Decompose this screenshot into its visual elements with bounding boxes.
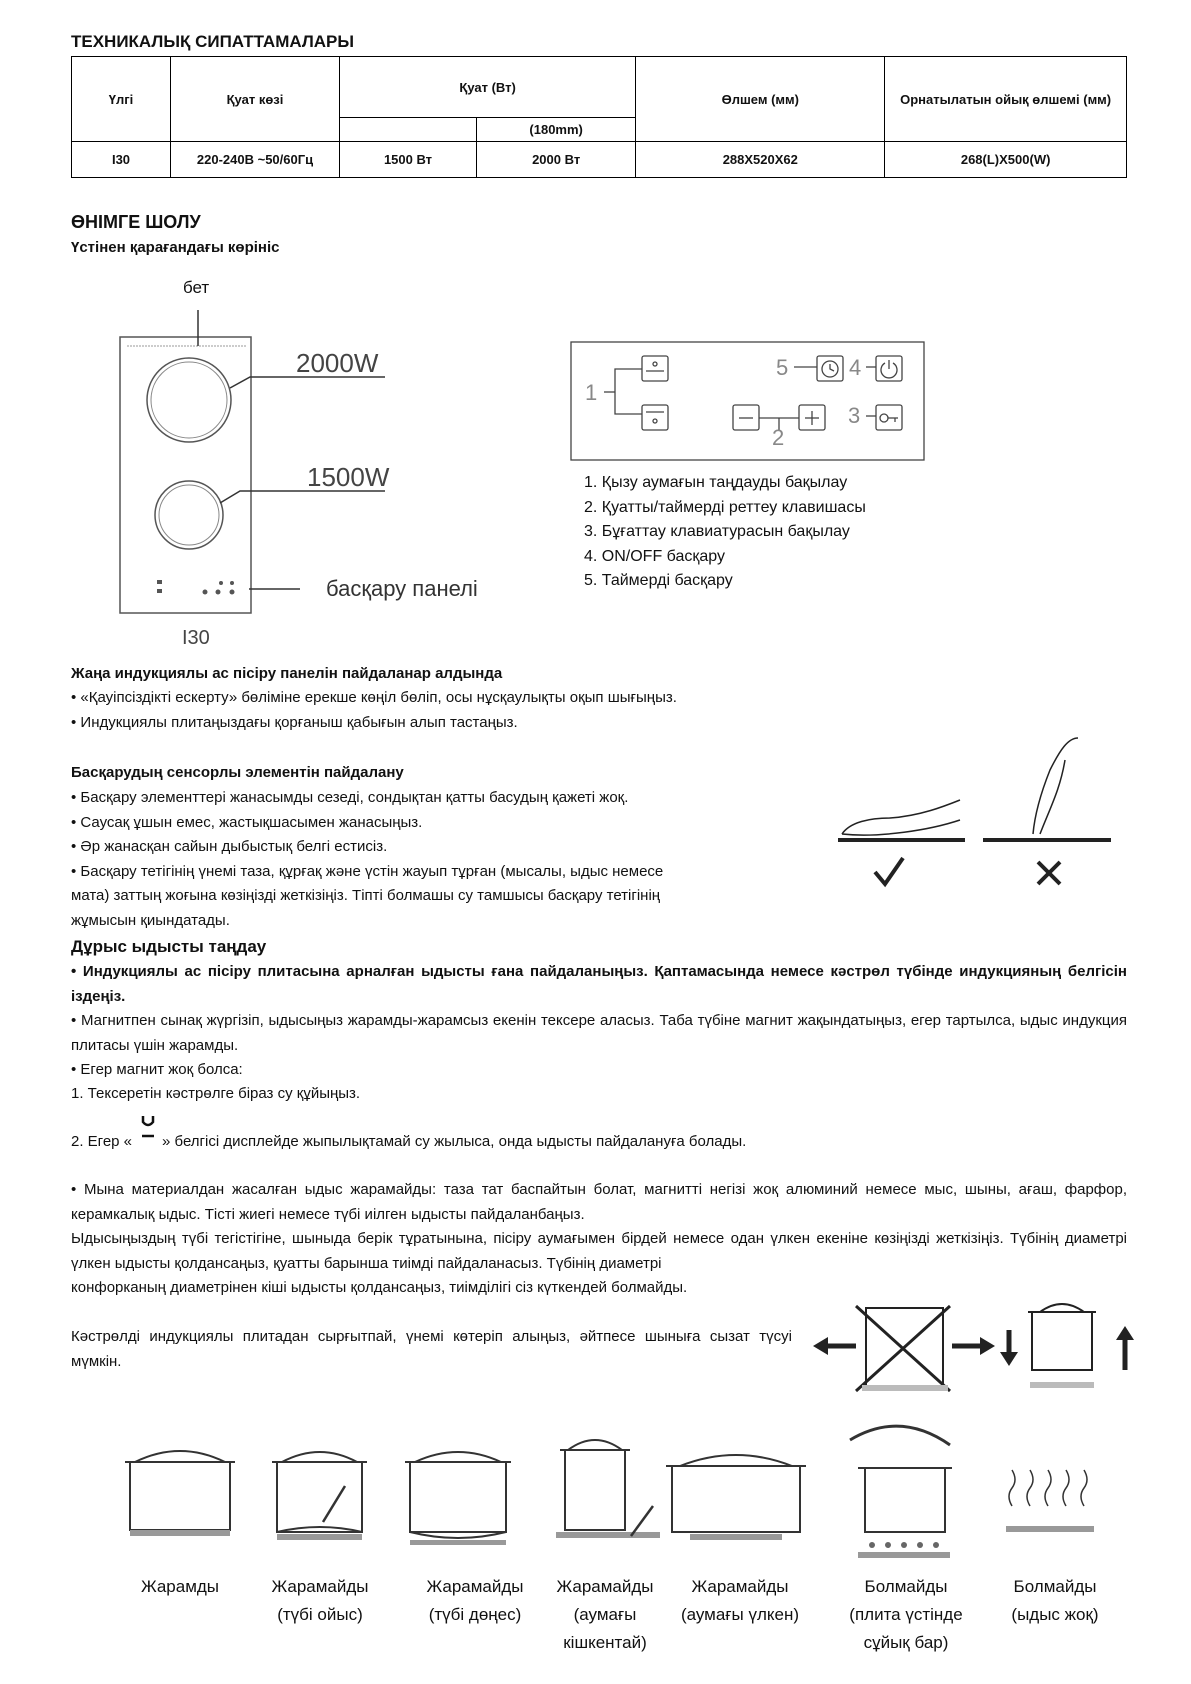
before-use-title: Жаңа индукциялы ас пісіру панелін пайдаланар алдында xyxy=(71,665,503,682)
list-item: • «Қауіпсіздікті ескерту» бөліміне ерекше көңіл бөліп, осы нұсқаулықты оқып шығыңыз. xyxy=(71,689,677,706)
cell-model: I30 xyxy=(72,142,171,178)
step-2-end: » белгісі дисплейде жыпылықтамай су жылыса, онда ыдысты пайдалануға болады. xyxy=(162,1133,747,1150)
sensor-line: • Басқару элементтері жанасымды сезеді, сондықтан қатты басудың қажеті жоқ. xyxy=(71,789,629,806)
no-magnet: • Егер магнит жоқ болса: xyxy=(71,1061,243,1078)
header-cutout: Орнатылатын ойық өлшемі (мм) xyxy=(885,57,1127,142)
pot-sublabel: (плита үстінде сұйық бар) xyxy=(849,1605,963,1652)
list-item: • Индукциялы плитаңыздағы қорғаныш қабығын алып тастаңыз. xyxy=(71,713,518,731)
header-size: Өлшем (мм) xyxy=(636,57,885,142)
pot-large-icon xyxy=(666,1455,806,1540)
pot-label-small xyxy=(545,1573,665,1657)
callout-3: 3 xyxy=(848,403,861,428)
pot-sublabel: (аумағы кішкентай) xyxy=(563,1605,647,1652)
pot-label: Жарамайды xyxy=(556,1577,654,1596)
zone1-label: 2000W xyxy=(296,348,379,378)
overview-subtitle: Үстінен қарағандағы көрініс xyxy=(71,239,280,256)
pot-sublabel: (түбі ойыс) xyxy=(277,1605,363,1624)
pot-label: Жарамды xyxy=(140,1577,220,1596)
pot-label: Жарамайды xyxy=(426,1577,524,1596)
sensor-line: жұмысын қиындатады. xyxy=(71,911,230,929)
overview-title: ӨНІМГЕ ШОЛУ xyxy=(71,212,201,232)
magnet-para: • Магнитпен сынақ жүргізіп, ыдысыңыз жарамды-жарамсыз екенін тексере аласыз. Таба түбіне магнит жақындатыңыз, егер тартылса, ыдыс индукция плитасы үшін жарамды. xyxy=(71,1012,1127,1054)
callout-5: 5 xyxy=(776,355,789,380)
callout-2: 2 xyxy=(772,425,785,450)
sensor-line: мата) заттың жоғына көзіңізді жеткізіңіз. Тіпті болмашы су тамшысы басқару тетігінің xyxy=(71,887,661,904)
pot-concave-icon xyxy=(272,1452,367,1540)
cell-size: 288X520X62 xyxy=(636,142,885,178)
pot-label-convex xyxy=(410,1573,540,1629)
pot-label-large xyxy=(670,1573,810,1629)
material-para: • Мына материалдан жасалған ыдыс жарамайды: таза тат баспайтын болат, магнитті негізі жоқ алюминий немесе мыс, шыны, ағаш, фарфор, керамкалық ыдыс. Тісті жиегі немесе түбі иілген ыдысты пайдаланбаңыз. xyxy=(71,1181,1127,1223)
cell-power-source: 220-240В ~50/60Гц xyxy=(171,142,340,178)
header-power: Қуат (Вт) xyxy=(340,57,636,118)
pot-convex-icon xyxy=(405,1452,511,1545)
pot-label-liquid xyxy=(842,1573,970,1657)
sensor-title: Басқарудың сенсорлы элементін пайдалану xyxy=(71,764,404,781)
cell-power2: 2000 Вт xyxy=(477,142,636,178)
model-label: I30 xyxy=(182,627,210,649)
pot-sublabel: (ыдыс жоқ) xyxy=(1011,1605,1099,1624)
cell-cutout: 268(L)X500(W) xyxy=(885,142,1127,178)
panel-label: басқару панелі xyxy=(326,576,478,601)
pot-label-none xyxy=(995,1573,1115,1629)
pot-label-concave xyxy=(250,1573,390,1629)
legend-item: 4. ON/OFF басқару xyxy=(584,547,725,565)
step-1: 1. Тексеретін кәстрөлге біраз су құйыңыз. xyxy=(71,1085,361,1102)
specs-title: ТЕХНИКАЛЫҚ СИПАТТАМАЛАРЫ xyxy=(71,32,355,51)
pot-suitable-icon xyxy=(125,1451,235,1536)
callout-4: 4 xyxy=(849,355,862,380)
legend-item: 1. Қызу аумағын таңдауды бақылау xyxy=(584,474,848,491)
pot-label: Болмайды xyxy=(1013,1577,1097,1596)
no-pot-icon xyxy=(1006,1470,1094,1532)
sensor-line: • Саусақ ұшын емес, жастықшасымен жанасыңыз. xyxy=(71,813,423,831)
pot-liquid-icon xyxy=(850,1426,952,1558)
cookware-bold-para: • Индукциялы ас пісіру плитасына арналған ыдысты ғана пайдаланыңыз. Қаптамасында немесе кәстрөл түбінде индукцияның белгісін іздеңіз. xyxy=(71,963,1127,1005)
sensor-line: • Басқару тетігінің үнемі таза, құрғақ және үстін жауып тұрған (мысалы, ыдыс немесе xyxy=(71,862,664,880)
step-2-start: 2. Егер « xyxy=(71,1133,133,1150)
cell-power1: 1500 Вт xyxy=(340,142,477,178)
flat-para: Ыдысыңыздың түбі тегістігіне, шыныда берік тұратынына, пісіру аумағымен бірдей немесе одан үлкен екеніне көзіңізді жеткізіңіз. Түбінің диаметрі үлкен ыдысты қолдансаңыз, қуатты барынша тиімді пайдаланасыз. Түбінің диаметрі xyxy=(71,1230,1127,1272)
front-label: бет xyxy=(183,278,210,297)
legend-item: 2. Қуатты/таймерді реттеу клавишасы xyxy=(584,498,866,516)
pot-label-suitable xyxy=(110,1573,250,1601)
flat-para-narrow: конфорканың диаметрінен кіші ыдысты қолдансаңыз, тиімділігі сіз күткендей болмайды. xyxy=(71,1279,688,1296)
pot-label: Болмайды xyxy=(864,1577,948,1596)
legend-item: 5. Таймерді басқару xyxy=(584,572,733,589)
pot-sublabel: (аумағы үлкен) xyxy=(680,1605,800,1624)
callout-1: 1 xyxy=(585,380,598,405)
pot-label: Жарамайды xyxy=(271,1577,369,1596)
pot-sublabel: (түбі дөңес) xyxy=(428,1605,522,1624)
legend-item: 3. Бұғаттау клавиатурасын бақылау xyxy=(584,523,850,540)
header-power-source: Қуат көзі xyxy=(171,57,340,142)
lift-para: Кәстрөлді индукциялы плитадан сырғытпай, үнемі көтеріп алыңыз, әйтпесе шыныға сызат түсуі мүмкін. xyxy=(71,1328,792,1370)
header-model: Үлгі xyxy=(72,57,171,142)
cookware-title: Дұрыс ыдысты таңдау xyxy=(71,937,267,956)
header-power-sub: (180mm) xyxy=(477,118,636,142)
pot-label: Жарамайды xyxy=(691,1577,789,1596)
sensor-line: • Әр жанасқан сайын дыбыстық белгі естисіз. xyxy=(71,838,388,855)
zone2-label: 1500W xyxy=(307,462,390,492)
pot-small-icon xyxy=(556,1440,660,1538)
